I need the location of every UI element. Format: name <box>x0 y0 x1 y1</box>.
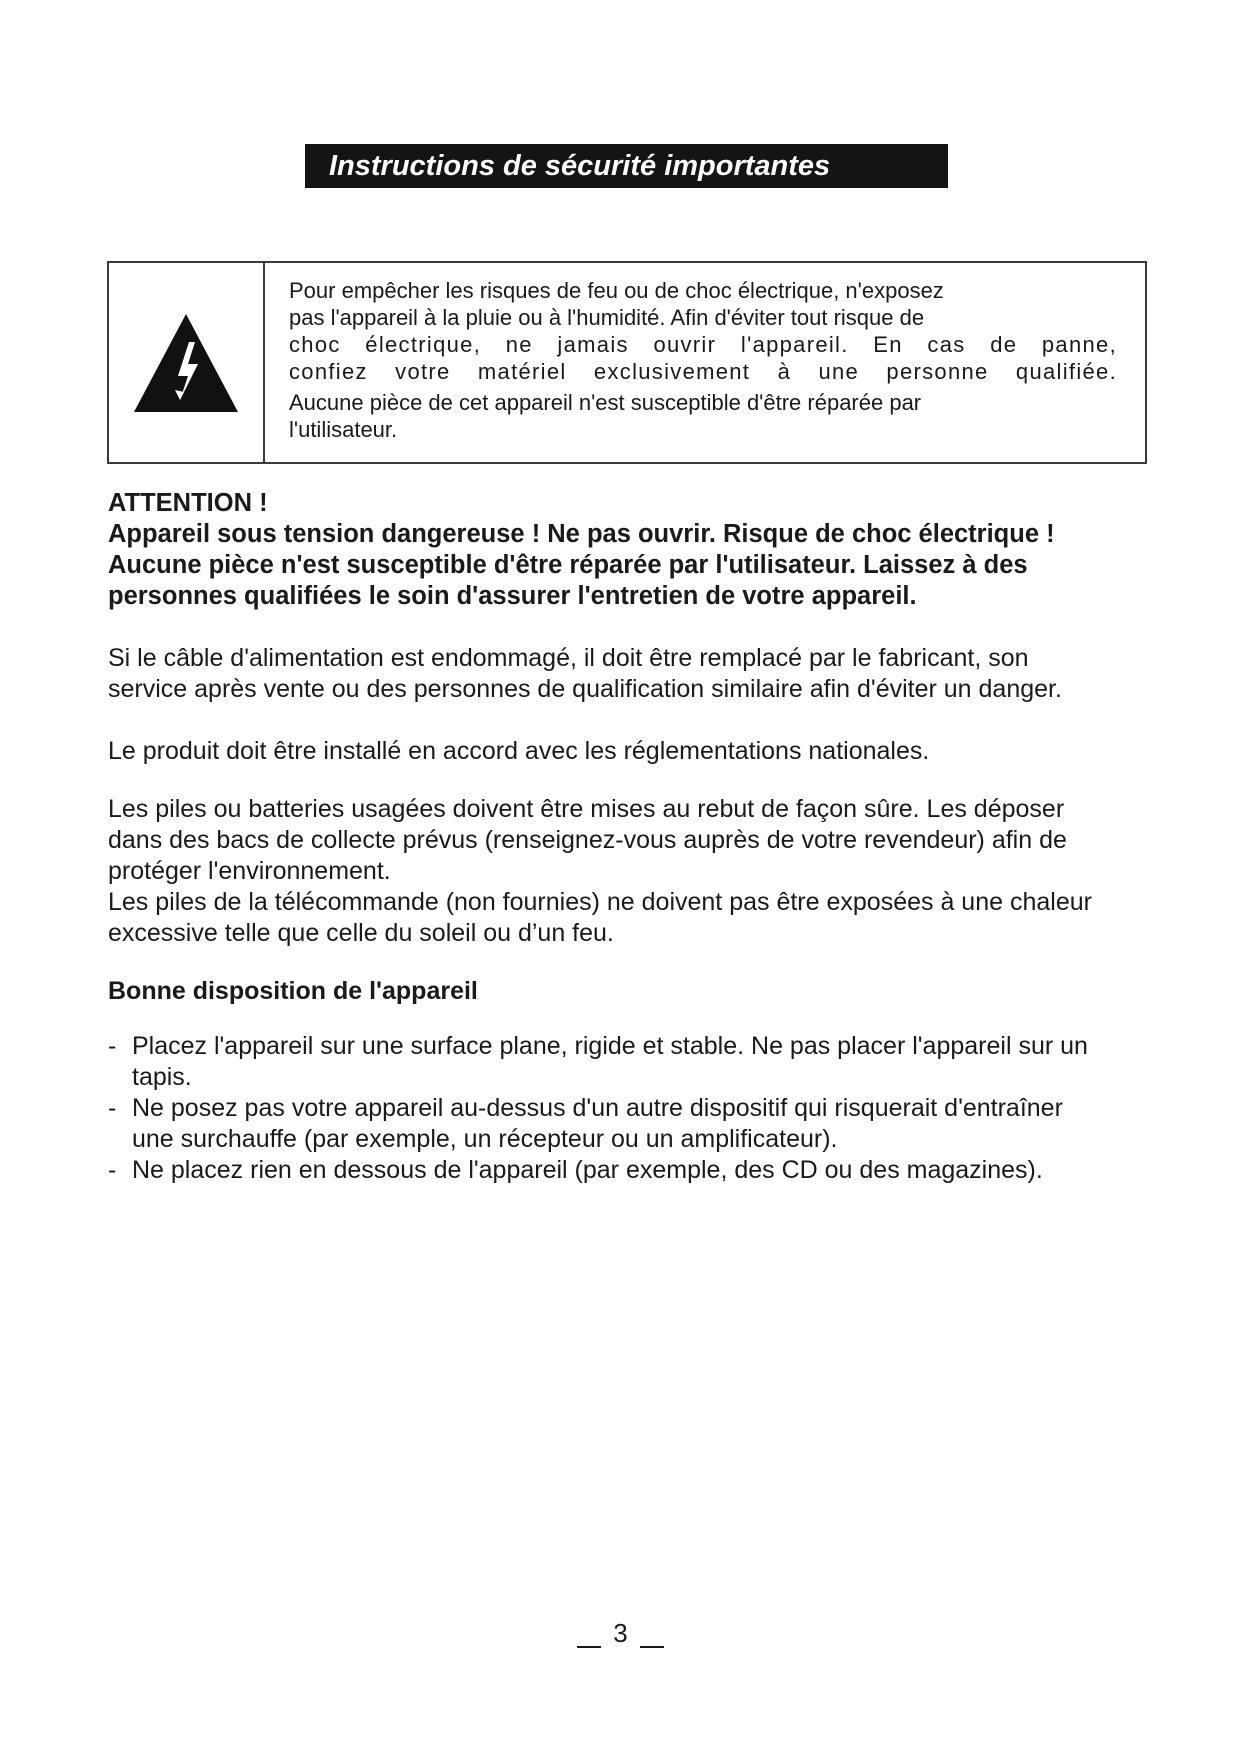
list-item-text: Placez l'appareil sur une surface plane, rigide et stable. Ne pas placer l'appareil sur un tapis. <box>132 1032 1088 1091</box>
warning-icon-cell <box>109 263 265 462</box>
placement-heading: Bonne disposition de l'appareil <box>108 977 478 1005</box>
warning-line: choc électrique, ne jamais ouvrir l'appareil. En cas de panne, <box>289 332 1117 357</box>
page-number <box>0 1618 1241 1649</box>
bullet-marker: - <box>108 1032 117 1060</box>
warning-line: pas l'appareil à la pluie ou à l'humidité. Afin d'éviter tout risque de <box>289 305 925 330</box>
list-item-text: Ne placez rien en dessous de l'appareil (par exemple, des CD ou des magazines). <box>132 1156 1043 1184</box>
list-item <box>108 1155 1098 1186</box>
cable-paragraph: Si le câble d'alimentation est endommagé, il doit être remplacé par le fabricant, son service après vente ou des personnes de qualification similaire afin d'éviter un danger. <box>108 644 1062 703</box>
high-voltage-warning-icon <box>132 312 240 414</box>
page-title: Instructions de sécurité importantes <box>305 144 948 188</box>
warning-line: l'utilisateur. <box>289 417 398 442</box>
placement-list <box>108 1031 1098 1186</box>
bullet-marker: - <box>108 1156 117 1184</box>
warning-box <box>107 261 1147 464</box>
list-item <box>108 1093 1098 1155</box>
page-number-value: 3 <box>613 1618 628 1648</box>
batteries-paragraph: Les piles ou batteries usagées doivent être mises au rebut de façon sûre. Les déposer dans des bacs de collecte prévus (renseignez-vous auprès de votre revendeur) afin de protéger l'environnement. <box>108 795 1067 885</box>
warning-line: confiez votre matériel exclusivement à une personne qualifiée. <box>289 359 1117 384</box>
page-number-rule-left <box>577 1646 601 1648</box>
warning-line: Pour empêcher les risques de feu ou de choc électrique, n'exposez <box>289 278 944 303</box>
main-content <box>108 488 1098 1186</box>
bullet-marker: - <box>108 1094 117 1122</box>
list-item-text: Ne posez pas votre appareil au-dessus d'un autre dispositif qui risquerait d'entraîner une surchauffe (par exemple, un récepteur ou un amplificateur). <box>132 1094 1063 1153</box>
remote-batteries-paragraph: Les piles de la télécommande (non fournies) ne doivent pas être exposées à une chaleur excessive telle que celle du soleil ou d’un feu. <box>108 888 1092 947</box>
page-number-rule-right <box>640 1646 664 1648</box>
warning-line: Aucune pièce de cet appareil n'est susceptible d'être réparée par <box>289 390 922 415</box>
list-item <box>108 1031 1098 1093</box>
attention-text: Appareil sous tension dangereuse ! Ne pas ouvrir. Risque de choc électrique ! Aucune pièce n'est susceptible d'être réparée par l'utilisateur. Laissez à des personnes qualifiées le soin d'assurer l'entretien de votre appareil. <box>108 520 1055 610</box>
attention-heading: ATTENTION ! <box>108 489 268 517</box>
warning-text <box>265 263 1145 462</box>
installation-paragraph: Le produit doit être installé en accord avec les réglementations nationales. <box>108 737 930 765</box>
